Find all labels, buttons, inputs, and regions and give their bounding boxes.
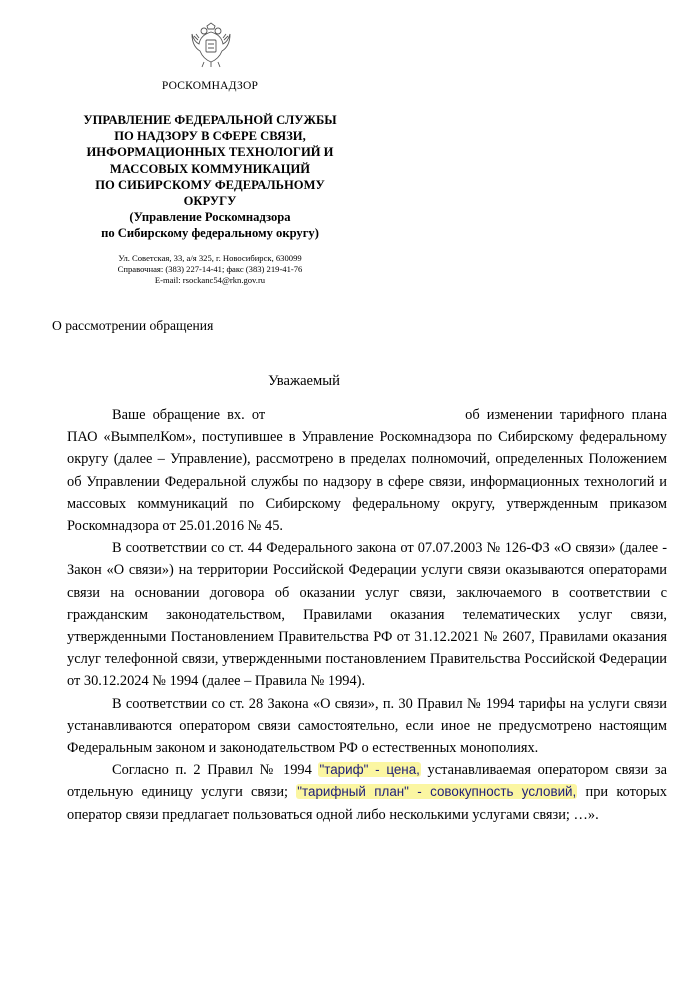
p4-end: при которых оператор связи предлагает пользоваться одной либо несколькими услугами связи; …». bbox=[67, 784, 667, 823]
org-line: ПО НАДЗОРУ В СФЕРЕ СВЯЗИ, bbox=[114, 129, 306, 144]
paragraph-4 bbox=[67, 759, 667, 826]
org-line: по Сибирскому федеральному округу) bbox=[101, 226, 319, 241]
highlight-tariff: "тариф" - цена, bbox=[319, 762, 420, 778]
letter-body bbox=[67, 404, 667, 826]
org-line: (Управление Роскомнадзора bbox=[129, 210, 291, 225]
org-full-name bbox=[30, 112, 390, 242]
p4-start: Согласно п. 2 Правил № 1994 bbox=[112, 762, 312, 779]
highlight-tariff-plan: "тарифный план" - совокупность условий, bbox=[297, 784, 577, 800]
contact-block bbox=[60, 253, 360, 286]
org-line: ОКРУГУ bbox=[183, 194, 237, 209]
email-line: E-mail: rsockanc54@rkn.gov.ru bbox=[154, 275, 266, 285]
paragraph-1 bbox=[67, 404, 667, 537]
letter-subject: О рассмотрении обращения bbox=[52, 318, 214, 333]
org-short-name: РОСКОМНАДЗОР bbox=[161, 80, 259, 92]
org-line: ИНФОРМАЦИОННЫХ ТЕХНОЛОГИЙ И bbox=[86, 145, 334, 160]
p4-middle: устанавливаемая оператором связи за отдельную единицу услуги связи; bbox=[67, 762, 667, 801]
coat-of-arms-icon bbox=[190, 22, 232, 68]
org-line: УПРАВЛЕНИЕ ФЕДЕРАЛЬНОЙ СЛУЖБЫ bbox=[83, 113, 337, 127]
phone-line: Справочная: (383) 227-14-41; факс (383) 219-41-76 bbox=[117, 264, 303, 274]
p1-rest: об изменении тарифного плана ПАО «ВымпелКом», поступившее в Управление Роскомнадзора по Сибирскому федеральному округу (далее – Управление), рассмотрено в пределах полномочий, определенных Положением об Управлении Федеральной службы по надзору в сфере связи, информационных технологий и массовых коммуникаций по Сибирскому федеральному округу, утвержденным приказом Роскомнадзора от 25.01.2016 № 45. bbox=[67, 407, 667, 535]
p1-start: Ваше обращение вх. от bbox=[112, 407, 266, 423]
org-line: МАССОВЫХ КОММУНИКАЦИЙ bbox=[109, 161, 311, 176]
org-line: ПО СИБИРСКОМУ ФЕДЕРАЛЬНОМУ bbox=[95, 177, 325, 192]
paragraph-3: В соответствии со ст. 28 Закона «О связи», п. 30 Правил № 1994 тарифы на услуги связи устанавливаются оператором связи самостоятельно, если иное не предусмотрено настоящим Федеральным законом и законодательством РФ о естественных монополиях. bbox=[67, 695, 667, 757]
address-line: Ул. Советская, 33, а/я 325, г. Новосибирск, 630099 bbox=[118, 253, 302, 263]
letter-greeting: Уважаемый bbox=[268, 373, 340, 389]
paragraph-2: В соответствии со ст. 44 Федерального закона от 07.07.2003 № 126-ФЗ «О связи» (далее - Закон «О связи») на территории Российской Федерации услуги связи оказываются операторами связи на основании договора об оказании услуг связи, заключаемого в соответствии с гражданским законодательством, Правилами оказания телематических услуг связи, утвержденными Постановлением Правительства РФ от 31.12.2021 № 2607, Правилами оказания услуг телефонной связи, утвержденными постановлением Правительства Российской Федерации от 30.12.2024 № 1994 (далее – Правила № 1994). bbox=[67, 540, 667, 690]
